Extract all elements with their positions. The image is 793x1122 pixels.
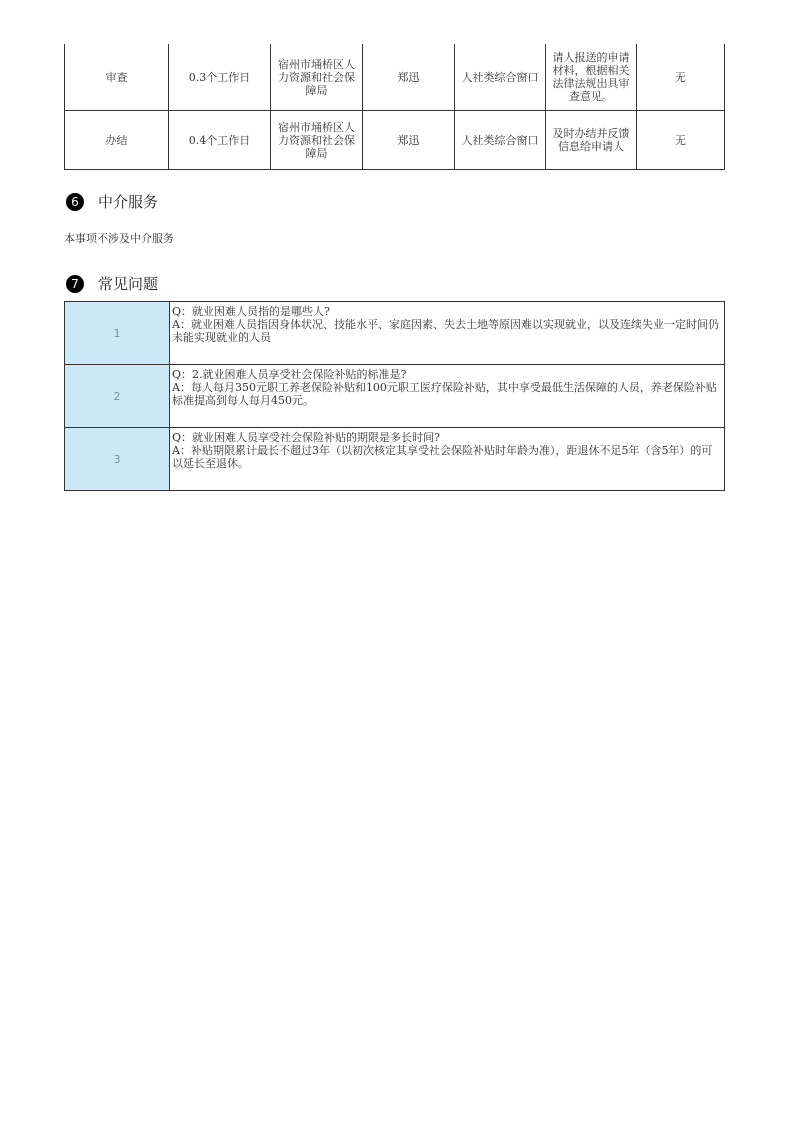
faq-index: 3 xyxy=(65,428,170,491)
table-row xyxy=(65,365,725,428)
result-cell: 无 xyxy=(637,111,725,170)
section-title: 中介服务 xyxy=(98,193,159,211)
faq-index: 2 xyxy=(65,365,170,428)
table-row xyxy=(65,111,725,170)
standard-cell: 请人报送的申请材料，根据相关法律法规出具审查意见。 xyxy=(546,44,637,111)
faq-question: Q：2.就业困难人员享受社会保险补贴的标准是? xyxy=(172,368,407,381)
faq-answer: A：就业困难人员指因身体状况、技能水平、家庭因素、失去土地等原因难以实现就业，以及连续失业一定时间仍未能实现就业的人员 xyxy=(172,318,719,344)
process-table xyxy=(64,44,725,170)
faq-question: Q：就业困难人员享受社会保险补贴的期限是多长时间? xyxy=(172,431,440,444)
faq-content xyxy=(170,365,725,428)
person-cell: 郑迅 xyxy=(363,111,455,170)
time-limit-cell: 0.4个工作日 xyxy=(169,111,271,170)
number-6-icon: 6 xyxy=(66,193,84,211)
table-row xyxy=(65,302,725,365)
section-heading-faq xyxy=(66,273,158,294)
intermediary-note: 本事项不涉及中介服务 xyxy=(64,232,174,245)
standard-cell: 及时办结并反馈信息给申请人 xyxy=(546,111,637,170)
faq-content xyxy=(170,428,725,491)
person-cell: 郑迅 xyxy=(363,44,455,111)
window-cell: 人社类综合窗口 xyxy=(455,44,546,111)
faq-answer: A：每人每月350元职工养老保险补贴和100元职工医疗保险补贴，其中享受最低生活保障的人员，养老保险补贴标准提高到每人每月450元。 xyxy=(172,381,717,407)
faq-table xyxy=(64,301,725,491)
faq-question: Q：就业困难人员指的是哪些人? xyxy=(172,305,330,318)
faq-answer: A：补贴期限累计最长不超过3年（以初次核定其享受社会保险补贴时年龄为准），距退休不足5年（含5年）的可以延长至退休。 xyxy=(172,444,713,470)
table-row xyxy=(65,428,725,491)
department-cell: 宿州市埇桥区人力资源和社会保障局 xyxy=(271,111,363,170)
faq-content xyxy=(170,302,725,365)
faq-index: 1 xyxy=(65,302,170,365)
table-row xyxy=(65,44,725,111)
number-7-icon: 7 xyxy=(66,275,84,293)
section-heading-intermediary xyxy=(66,191,158,212)
stage-cell: 审查 xyxy=(65,44,169,111)
stage-cell: 办结 xyxy=(65,111,169,170)
department-cell: 宿州市埇桥区人力资源和社会保障局 xyxy=(271,44,363,111)
result-cell: 无 xyxy=(637,44,725,111)
time-limit-cell: 0.3个工作日 xyxy=(169,44,271,111)
window-cell: 人社类综合窗口 xyxy=(455,111,546,170)
section-title: 常见问题 xyxy=(98,275,159,293)
